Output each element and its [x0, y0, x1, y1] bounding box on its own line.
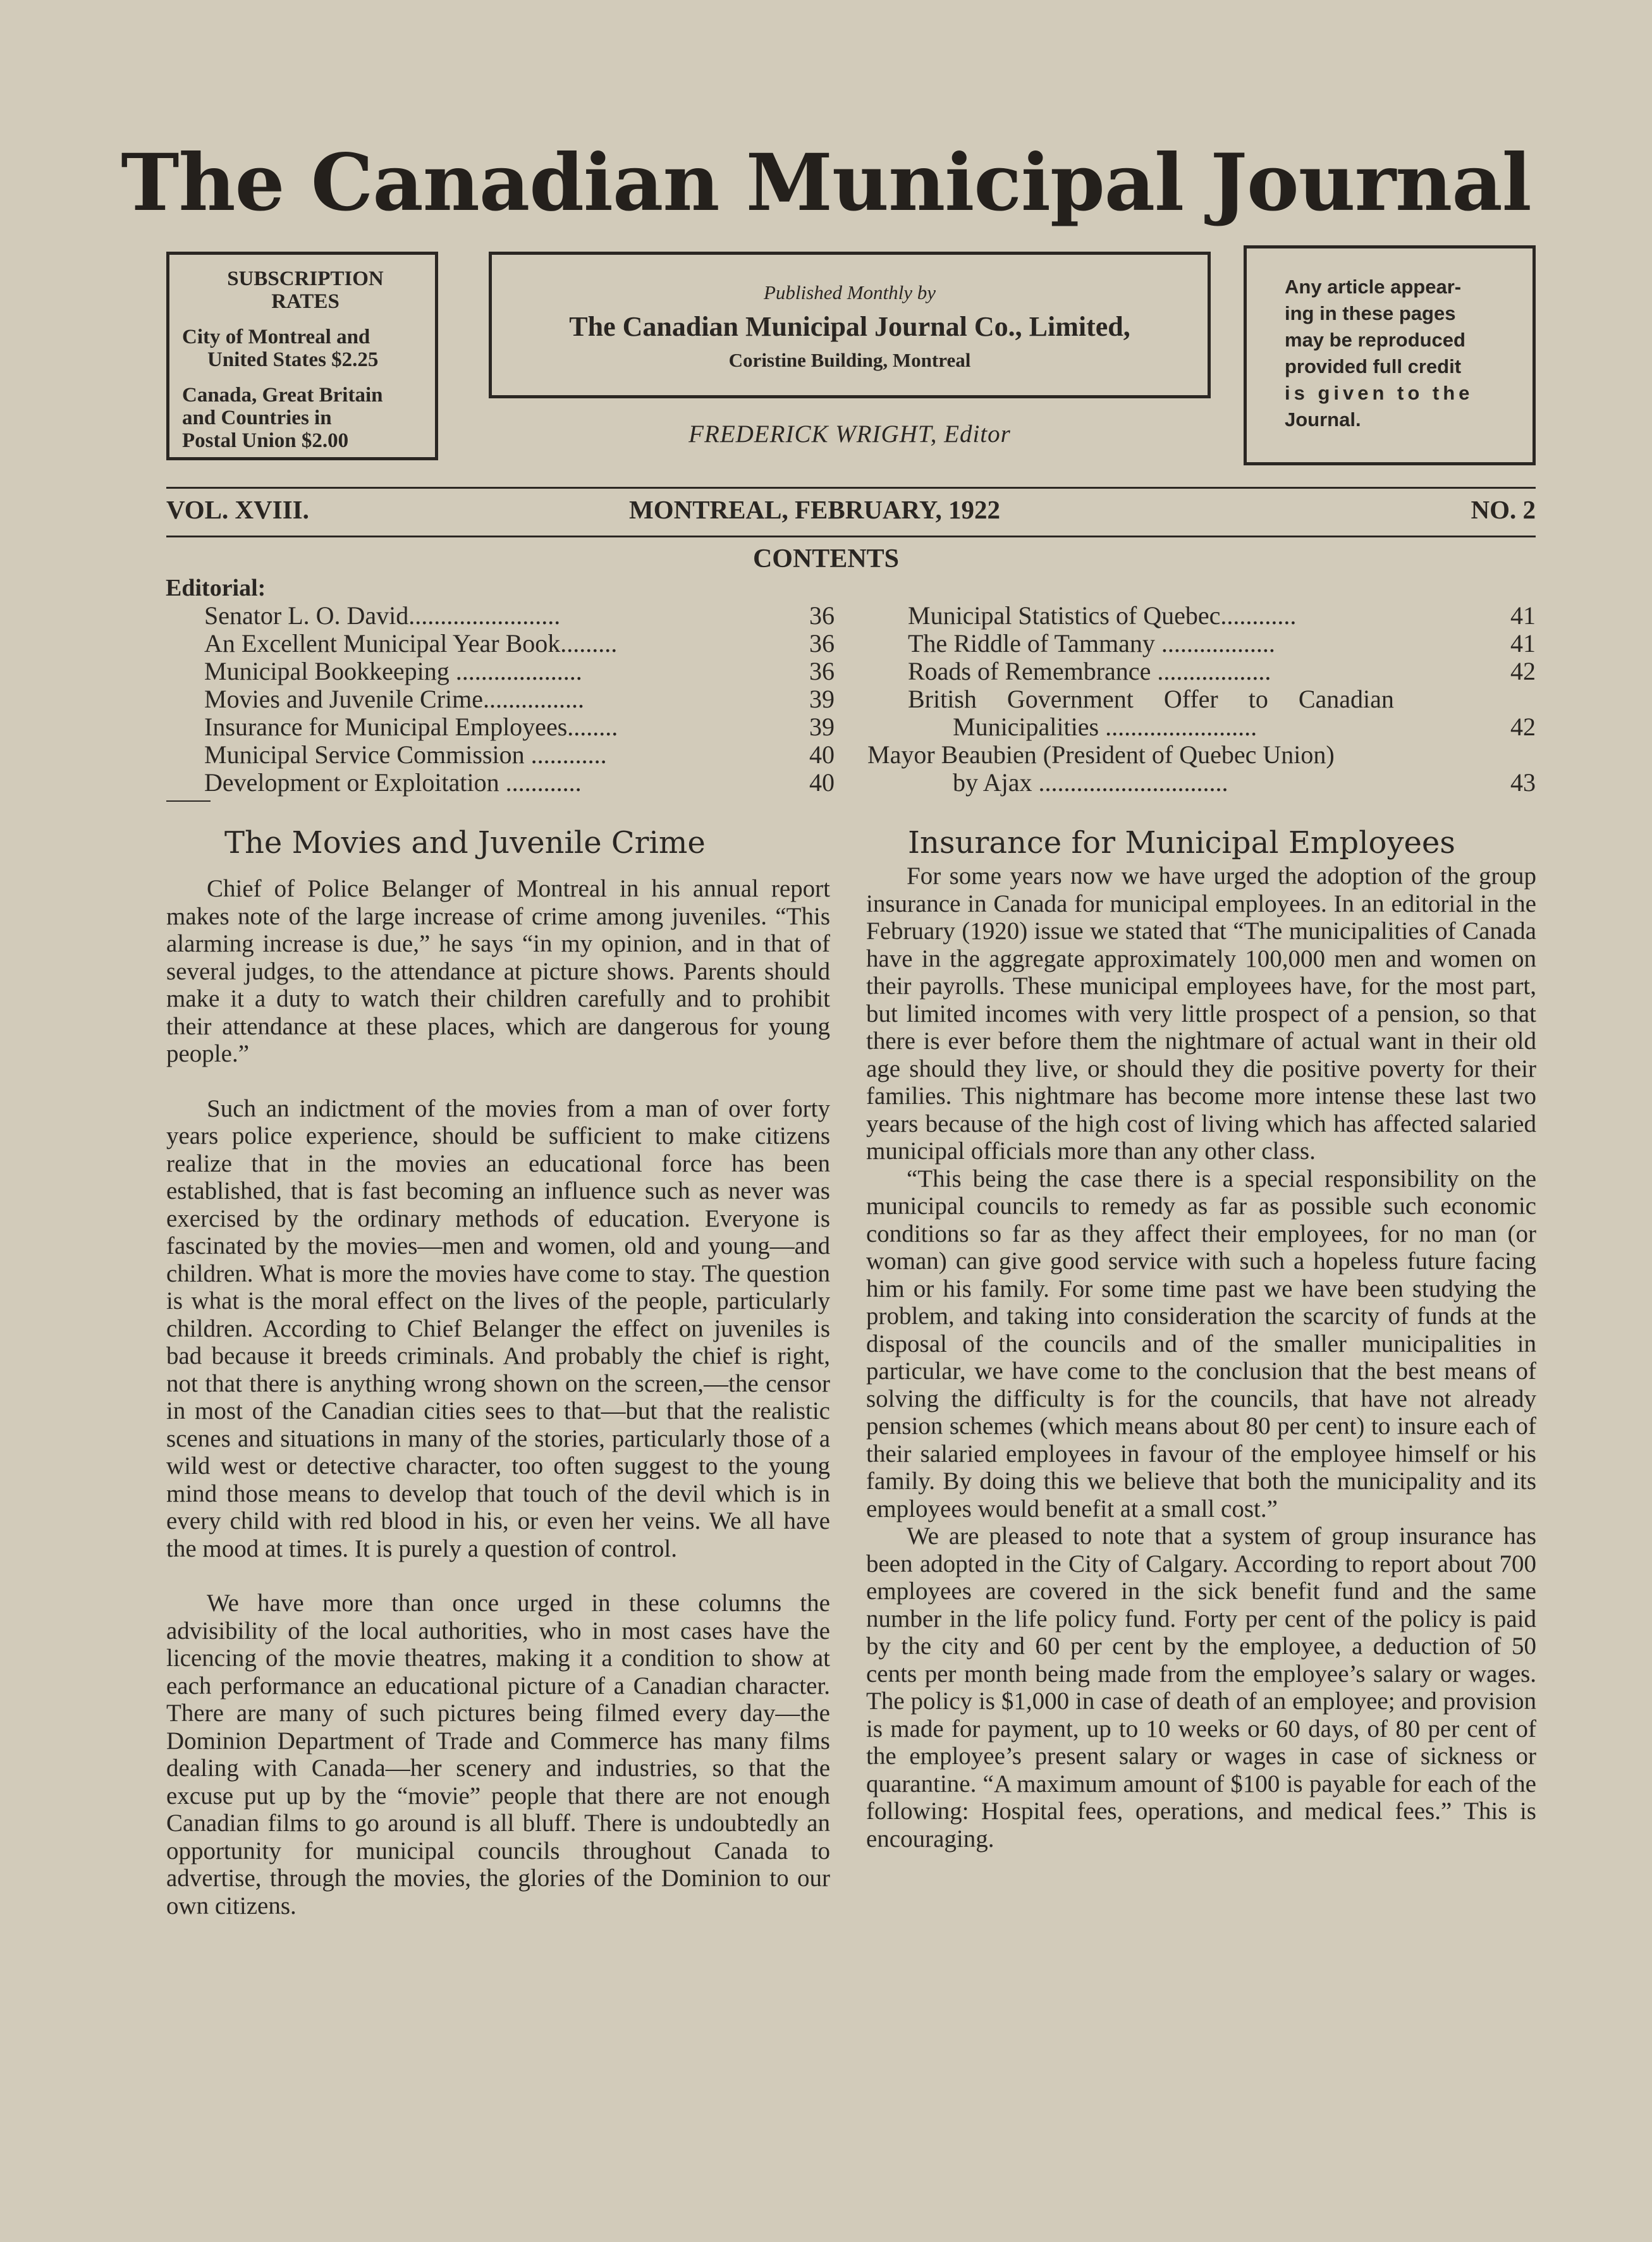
toc-page: 36 [809, 657, 835, 685]
editor-credit: FREDERICK WRIGHT, Editor [688, 420, 1011, 448]
notice-line: ing in these pages [1285, 302, 1456, 324]
toc-entry-continued[interactable]: Municipalities ........................ [953, 713, 1257, 741]
reproduction-notice-box [1244, 245, 1536, 465]
masthead-title: The Canadian Municipal Journal [121, 137, 1531, 229]
toc-page: 39 [809, 685, 835, 713]
toc-page: 36 [809, 629, 835, 658]
toc-entry[interactable]: Municipal Service Commission ............ [204, 740, 607, 769]
notice-line: provided full credit [1285, 355, 1462, 377]
notice-line: Any article appear- [1285, 276, 1462, 298]
toc-entry-continued[interactable]: by Ajax .............................. [953, 768, 1228, 797]
toc-page: 42 [1510, 713, 1536, 741]
toc-page: 41 [1510, 601, 1536, 630]
paragraph: For some years now we have urged the adoption of the group insurance in Canada for municipal employees. In an editorial in the February (1920) issue we stated that “The municipalities of Canada have in the aggregate approximately 100,000 men and women on their payrolls. These municipal employees have, for the most part, but limited incomes with very little prospect of a pension, so that there is ever before them the nightmare of actual want in their old age should they live, or should they die positive poverty for their families. This nightmare has become more intense these last two years because of the high cost of living which has affected salaried municipal officials more than any other class. [866, 862, 1536, 1165]
toc-entry[interactable]: An Excellent Municipal Year Book......... [204, 629, 618, 658]
subscription-line: City of Montreal and [182, 326, 370, 348]
subscription-line: and Countries in [182, 407, 332, 429]
notice-line: Journal. [1285, 408, 1361, 431]
article-headline-insurance: Insurance for Municipal Employees [908, 825, 1455, 861]
paragraph: Such an indictment of the movies from a man of over forty years police experience, should be sufficient to make citizens realize that in the movies an educational force has been established, that is fast becoming an influence such as never was exercised by the ordinary methods of education. Everyone is fascinated by the movies—men and women, old and young—and children. What is more the movies have come to stay. The question is what is the moral effect on the lives of the people, particularly children. According to Chief Belanger the effect on juveniles is bad because it breeds criminals. And probably the chief is right, not that there is anything wrong shown on the screen,—the censor in most of the Canadian cities sees to that—but that the realistic scenes and situations in many of the stories, particularly those of a wild west or detective character, too often suggest to the young mind those means to develop that touch of the devil which is in every child with red blood in his, or even her veins. We all have the mood at times. It is purely a question of control. [166, 1094, 830, 1562]
toc-entry[interactable]: Development or Exploitation ............ [204, 768, 582, 797]
toc-page: 41 [1510, 629, 1536, 658]
divider [166, 800, 211, 802]
article-body-movies [166, 875, 830, 1920]
published-by: Published Monthly by [763, 281, 936, 303]
toc-entry[interactable]: British Government Offer to Canadian [908, 685, 1394, 713]
subscription-heading-rates: RATES [271, 290, 340, 313]
subscription-line: Postal Union $2.00 [182, 429, 349, 452]
publisher-company: The Canadian Municipal Journal Co., Limited, [569, 311, 1130, 342]
notice-line: is given to the [1285, 382, 1474, 404]
publisher-address: Coristine Building, Montreal [728, 349, 971, 371]
paragraph: Chief of Police Belanger of Montreal in his annual report makes note of the large increase of crime among juveniles. “This alarming increase is due,” he says “in my opinion, and in that of several judges, to the attendance at picture shows. Parents should make it a duty to watch their children carefully and to prohibit their attendance at these places, which are dangerous for young people.” [166, 875, 830, 1067]
toc-page: 39 [809, 713, 835, 741]
toc-entry[interactable]: Movies and Juvenile Crime................ [204, 685, 585, 713]
notice-line: may be reproduced [1285, 329, 1465, 351]
subscription-line: Canada, Great Britain [182, 384, 383, 407]
toc-page: 40 [809, 740, 835, 769]
publisher-box [489, 252, 1211, 398]
toc-entry[interactable]: Municipal Statistics of Quebec............ [908, 601, 1297, 630]
paragraph: “This being the case there is a special responsibility on the municipal councils to remedy as far as possible such economic conditions so far as they affect their employees, for no man (or woman) can give good service with such a hopeless future facing him or his family. For some time past we have been studying the problem, and taking into consideration the scarcity of funds at the disposal of the councils and of the smaller municipalities in particular, we have come to the conclusion that the best means of solving the difficulty is for the councils, that have not already pension schemes (which means about 80 per cent) to insure each of their salaried employees in favour of the employee himself or his family. By doing this we believe that both the municipality and its employees would benefit at a small cost.” [866, 1165, 1536, 1522]
article-headline-movies: The Movies and Juvenile Crime [224, 825, 706, 861]
divider [166, 536, 1536, 537]
toc-entry[interactable]: Senator L. O. David........................ [204, 601, 561, 630]
toc-page: 43 [1510, 768, 1536, 797]
divider [166, 487, 1536, 489]
toc-page: 36 [809, 601, 835, 630]
toc-page: 42 [1510, 657, 1536, 685]
subscription-rates-box [166, 252, 438, 460]
editorial-heading: Editorial: [166, 575, 266, 601]
toc-entry[interactable]: Roads of Remembrance .................. [908, 657, 1271, 685]
article-body-insurance [866, 862, 1536, 1853]
dateline: MONTREAL, FEBRUARY, 1922 [629, 495, 1001, 524]
issue-number: NO. 2 [1471, 495, 1536, 524]
paragraph: We are pleased to note that a system of group insurance has been adopted in the City of Calgary. According to report about 700 employees are covered in the sick benefit fund and the same number in the life policy fund. Forty per cent of the policy is paid by the city and 60 per cent by the employee, a deduction of 50 cents per month being made from the employee’s salary or wages. The policy is $1,000 in case of death of an employee; and provision is made for payment, up to 10 weeks or 60 days, of 80 per cent of the employee’s present salary or wages in case of sickness or quarantine. “A maximum amount of $100 is payable for each of the following: Hospital fees, operations, and medical fees.” This is encouraging. [866, 1522, 1536, 1853]
toc-entry[interactable]: Mayor Beaubien (President of Quebec Union) [867, 740, 1335, 769]
subscription-heading: SUBSCRIPTION [227, 267, 384, 290]
toc-entry[interactable]: Municipal Bookkeeping .................... [204, 657, 582, 685]
subscription-line: United States $2.25 [207, 348, 379, 371]
paragraph: We have more than once urged in these columns the advisibility of the local authorities, who in most cases have the licencing of the movie theatres, making it a condition to show at each performance an educational picture of a Canadian character. There are many of such pictures being filmed every day—the Dominion Department of Trade and Commerce has many films dealing with Canada—her scenery and industries, so that the excuse put up by the “movie” people that there are not enough Canadian films to go around is all bluff. There is undoubtedly an opportunity for municipal councils throughout Canada to advertise, through the movies, the glories of the Dominion to our own citizens. [166, 1590, 830, 1920]
volume-label: VOL. XVIII. [166, 495, 309, 524]
contents-heading: CONTENTS [752, 544, 900, 573]
toc-entry[interactable]: The Riddle of Tammany .................. [908, 629, 1275, 658]
toc-page: 40 [809, 768, 835, 797]
toc-entry[interactable]: Insurance for Municipal Employees........ [204, 713, 618, 741]
